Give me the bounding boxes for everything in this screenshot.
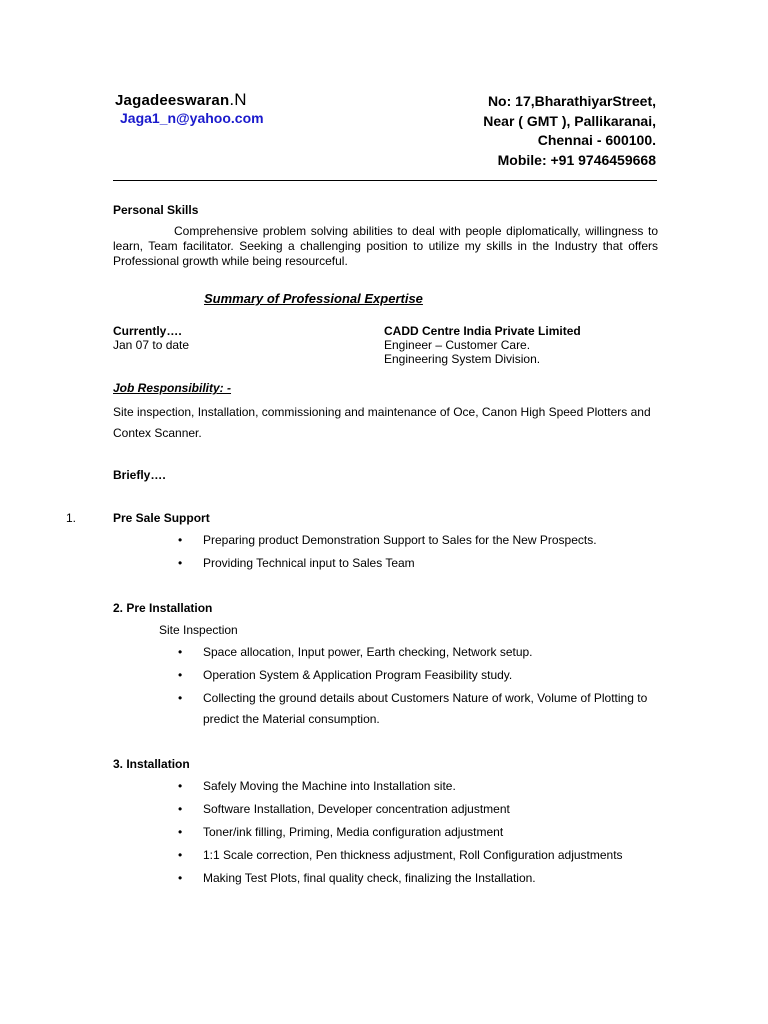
list-item-text: 1:1 Scale correction, Pen thickness adjustment, Roll Configuration adjustments xyxy=(203,848,623,862)
bullet-icon: • xyxy=(178,871,183,885)
bullet-icon: • xyxy=(178,668,183,682)
section-1-number: 1. xyxy=(66,511,77,525)
candidate-name-text: Jagadeeswaran xyxy=(115,92,230,109)
employment-period: Jan 07 to date xyxy=(113,338,190,352)
list-item xyxy=(178,776,658,797)
list-item-text: Safely Moving the Machine into Installation site. xyxy=(203,779,456,793)
bullet-icon: • xyxy=(178,691,183,705)
section-2-title: 2. Pre Installation xyxy=(113,601,213,615)
summary-heading: Summary of Professional Expertise xyxy=(204,291,423,306)
list-item xyxy=(178,665,658,686)
job-responsibility-heading: Job Responsibility: - xyxy=(113,381,232,395)
address-line-3: Chennai - 600100. xyxy=(537,132,656,148)
list-item-text: Toner/ink filling, Priming, Media configuration adjustment xyxy=(203,825,504,839)
address-line-2: Near ( GMT ), Pallikaranai, xyxy=(483,112,656,129)
company-name: CADD Centre India Private Limited xyxy=(384,324,581,338)
job-responsibility-text: Site inspection, Installation, commissioning and maintenance of Oce, Canon High Speed Plotters and Contex Scanner. xyxy=(113,405,651,440)
list-item xyxy=(178,799,658,820)
section-1-list xyxy=(178,530,658,576)
division-name: Engineering System Division. xyxy=(384,352,541,366)
candidate-initial: .N xyxy=(229,90,247,109)
personal-skills-text: Comprehensive problem solving abilities to deal with people diplomatically, willingness to learn, Team facilitator. Seeking a challenging position to utilize my skills in the Industry that offers Professional growth while being resourceful. xyxy=(113,224,658,268)
bullet-icon: • xyxy=(178,825,183,839)
bullet-icon: • xyxy=(178,533,183,547)
list-item xyxy=(178,553,658,574)
address-line-1: No: 17,BharathiyarStreet, xyxy=(487,93,656,109)
bullet-icon: • xyxy=(178,556,183,570)
section-3-list xyxy=(178,776,658,891)
list-item-text: Collecting the ground details about Customers Nature of work, Volume of Plotting to predict the Material consumption. xyxy=(203,691,648,726)
candidate-name xyxy=(115,90,247,110)
bullet-icon: • xyxy=(178,802,183,816)
section-2-list xyxy=(178,642,658,732)
bullet-icon: • xyxy=(178,848,183,862)
list-item-text: Space allocation, Input power, Earth checking, Network setup. xyxy=(203,645,533,659)
list-item xyxy=(178,868,658,889)
list-item-text: Making Test Plots, final quality check, finalizing the Installation. xyxy=(203,871,536,885)
list-item-text: Preparing product Demonstration Support to Sales for the New Prospects. xyxy=(203,533,597,547)
personal-skills-heading: Personal Skills xyxy=(113,203,199,217)
list-item xyxy=(178,688,658,730)
list-item xyxy=(178,642,658,663)
list-item-text: Operation System & Application Program Feasibility study. xyxy=(203,668,513,682)
bullet-icon: • xyxy=(178,645,183,659)
section-1-title: Pre Sale Support xyxy=(113,511,210,525)
role-title: Engineer – Customer Care. xyxy=(384,338,531,352)
list-item xyxy=(178,822,658,843)
list-item-text: Software Installation, Developer concentration adjustment xyxy=(203,802,510,816)
email-link[interactable]: Jaga1_n@yahoo.com xyxy=(120,110,264,126)
bullet-icon: • xyxy=(178,779,183,793)
section-2-subheading: Site Inspection xyxy=(159,623,238,637)
list-item xyxy=(178,845,658,866)
currently-label: Currently…. xyxy=(113,324,182,338)
section-3-title: 3. Installation xyxy=(113,757,190,771)
address-block xyxy=(483,92,656,170)
list-item-text: Providing Technical input to Sales Team xyxy=(203,556,415,570)
mobile-number: Mobile: +91 9746459668 xyxy=(497,151,656,168)
list-item xyxy=(178,530,658,551)
header-divider xyxy=(113,180,657,181)
briefly-heading: Briefly…. xyxy=(113,468,166,482)
